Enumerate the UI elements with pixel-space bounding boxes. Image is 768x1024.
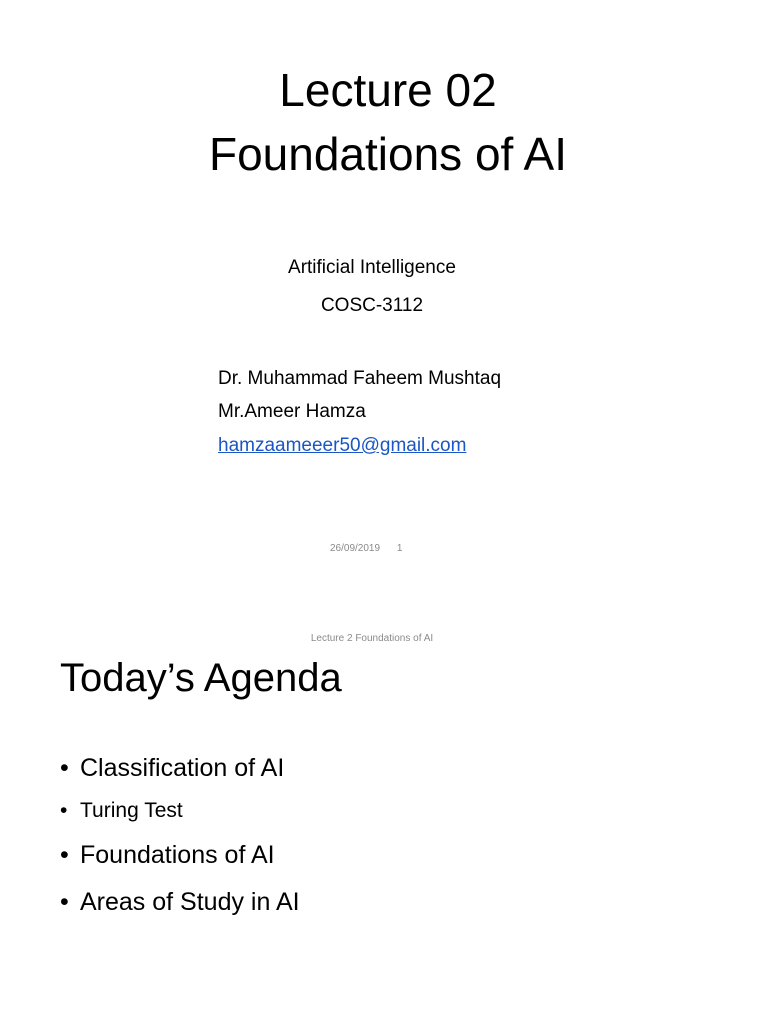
bullet-icon: • bbox=[60, 841, 69, 869]
agenda-title: Today’s Agenda bbox=[60, 656, 342, 700]
agenda-item bbox=[60, 884, 300, 920]
slide-footer bbox=[330, 542, 402, 556]
slide-page-number: 1 bbox=[396, 543, 403, 554]
slide-header: Lecture 2 Foundations of AI bbox=[310, 633, 434, 644]
slide-date: 26/09/2019 bbox=[330, 543, 381, 554]
slide-title bbox=[0, 58, 768, 186]
agenda-item bbox=[60, 837, 275, 873]
agenda-item bbox=[60, 795, 183, 827]
agenda-item-label: Turing Test bbox=[80, 799, 183, 822]
course-name: Artificial Intelligence bbox=[288, 257, 456, 278]
instructor-2: Mr.Ameer Hamza bbox=[218, 401, 366, 422]
bullet-icon: • bbox=[60, 754, 69, 782]
title-line-2: Foundations of AI bbox=[208, 128, 568, 180]
title-line-1: Lecture 02 bbox=[279, 64, 497, 116]
course-code: COSC-3112 bbox=[320, 295, 424, 316]
bullet-icon: • bbox=[60, 888, 69, 916]
agenda-item-label: Classification of AI bbox=[80, 754, 285, 782]
email-link[interactable]: hamzaameeer50@gmail.com bbox=[218, 435, 467, 456]
agenda-item bbox=[60, 750, 284, 786]
agenda-item-label: Foundations of AI bbox=[80, 841, 275, 869]
bullet-icon: • bbox=[60, 799, 68, 822]
agenda-item-label: Areas of Study in AI bbox=[80, 888, 300, 916]
instructor-1: Dr. Muhammad Faheem Mushtaq bbox=[218, 368, 502, 389]
